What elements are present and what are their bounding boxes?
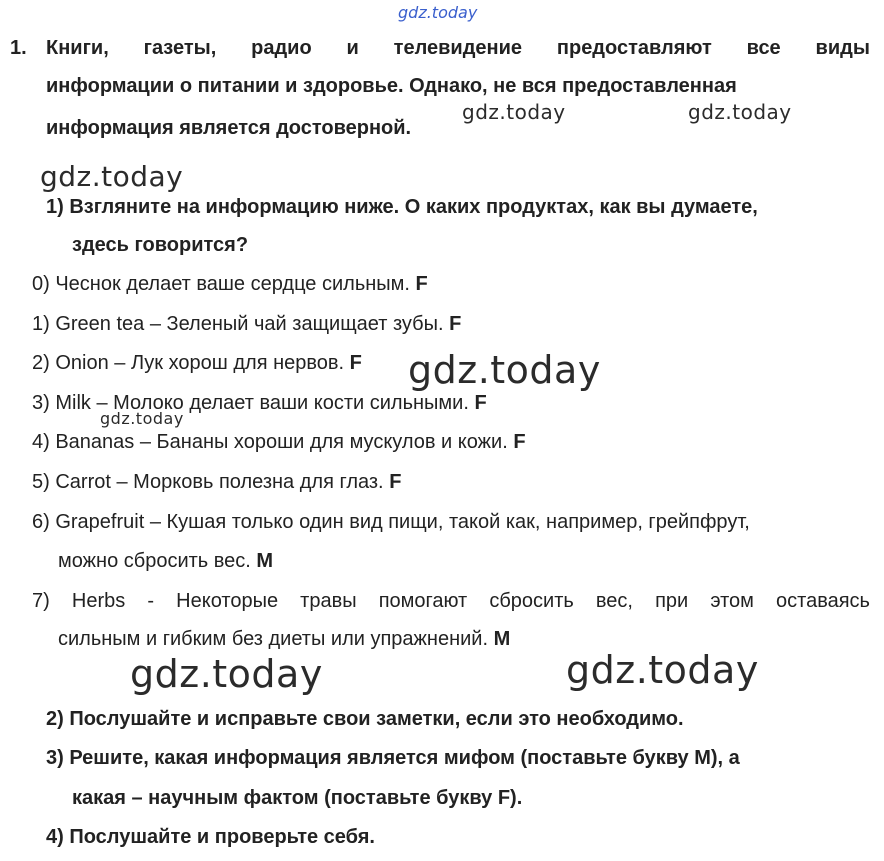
- word: Книги,: [46, 37, 109, 59]
- task-number: 1.: [10, 37, 27, 59]
- task-intro-line-1: [46, 36, 870, 60]
- word: травы: [300, 590, 357, 612]
- item-text: 3) Milk – Молоко делает ваши кости сильными.: [32, 392, 469, 414]
- item-mark: F: [474, 392, 487, 414]
- word: радио: [251, 37, 312, 59]
- item-text: 5) Carrot – Морковь полезна для глаз.: [32, 471, 384, 493]
- word: предоставляют: [556, 37, 712, 59]
- word: этом: [710, 590, 754, 612]
- subtask-3-line-1: 3) Решите, какая информация является мифом (поставьте букву М), а: [46, 747, 740, 769]
- item-mark: F: [415, 273, 428, 295]
- word: Herbs: [71, 590, 126, 612]
- list-item-6-line-2: [58, 549, 273, 573]
- list-item-6-line-1: 6) Grapefruit – Кушая только один вид пищи, такой как, например, грейпфрут,: [32, 511, 750, 533]
- list-item: [32, 351, 362, 375]
- item-text: можно сбросить вес.: [58, 550, 251, 572]
- watermark: gdz.today: [462, 100, 566, 124]
- item-text: 4) Bananas – Бананы хороши для мускулов и кожи.: [32, 431, 508, 453]
- watermark: gdz.today: [40, 160, 184, 193]
- list-item: [32, 391, 487, 415]
- word: и: [346, 37, 359, 59]
- watermark: gdz.today: [130, 652, 323, 696]
- subtask-4: 4) Послушайте и проверьте себя.: [46, 826, 375, 848]
- list-item: [32, 272, 428, 296]
- item-text: 2) Onion – Лук хорош для нервов.: [32, 352, 345, 374]
- word: телевидение: [393, 37, 523, 59]
- watermark: gdz.today: [408, 348, 601, 392]
- item-mark: F: [389, 471, 402, 493]
- word: вес,: [595, 590, 633, 612]
- word: оставаясь: [776, 590, 870, 612]
- item-text: 1) Green tea – Зеленый чай защищает зубы.: [32, 313, 444, 335]
- word: 7): [32, 590, 50, 612]
- list-item-7-line-1: [32, 589, 870, 613]
- word: сбросить: [489, 590, 574, 612]
- item-mark: F: [349, 352, 362, 374]
- word: Некоторые: [176, 590, 279, 612]
- word: при: [655, 590, 689, 612]
- watermark: gdz.today: [100, 409, 184, 428]
- item-text: 0) Чеснок делает ваше сердце сильным.: [32, 273, 410, 295]
- watermark: gdz.today: [688, 100, 792, 124]
- item-mark: M: [493, 628, 511, 650]
- watermark: gdz.today: [566, 648, 759, 692]
- item-text: сильным и гибким без диеты или упражнений.: [58, 628, 489, 650]
- list-item: [32, 430, 526, 454]
- subtask-1-line-1: 1) Взгляните на информацию ниже. О каких продуктах, как вы думаете,: [46, 196, 758, 218]
- task-intro-line-2: информации о питании и здоровье. Однако, не вся предоставленная: [46, 75, 737, 97]
- word: помогают: [378, 590, 468, 612]
- word: -: [147, 590, 155, 612]
- word: все: [746, 37, 781, 59]
- item-mark: F: [513, 431, 526, 453]
- subtask-1-line-2: здесь говорится?: [72, 234, 249, 256]
- word: виды: [815, 37, 870, 59]
- word: газеты,: [143, 37, 217, 59]
- subtask-3-line-2: какая – научным фактом (поставьте букву F).: [72, 787, 523, 809]
- watermark-top: gdz.today: [398, 3, 478, 22]
- list-item-7-line-2: [58, 627, 510, 651]
- item-mark: M: [256, 550, 274, 572]
- list-item: [32, 470, 401, 494]
- subtask-2: 2) Послушайте и исправьте свои заметки, если это необходимо.: [46, 708, 684, 730]
- list-item: [32, 312, 461, 336]
- item-mark: F: [449, 313, 462, 335]
- task-intro-line-3: информация является достоверной.: [46, 117, 412, 139]
